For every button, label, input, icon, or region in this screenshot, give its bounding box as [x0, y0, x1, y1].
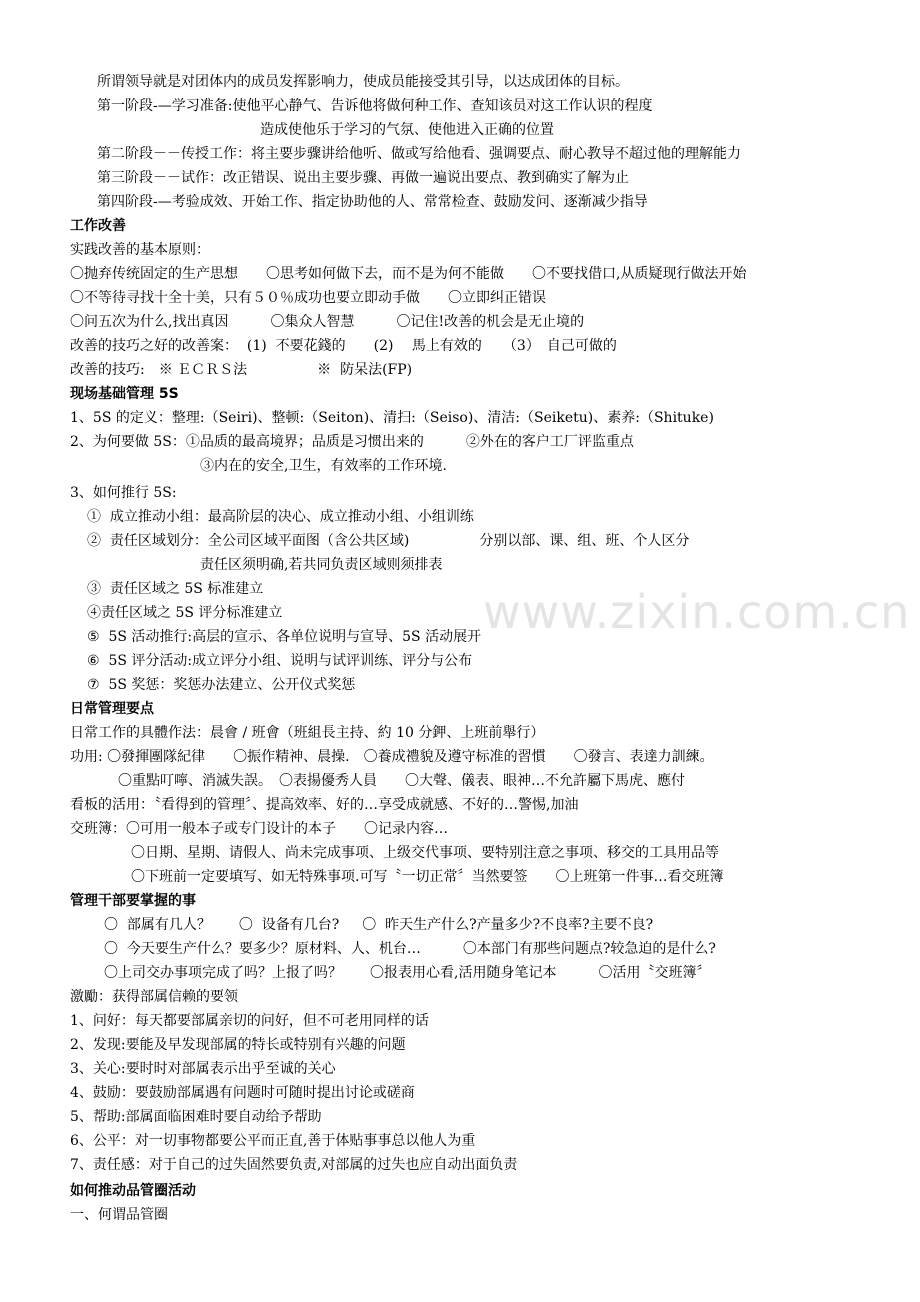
list-item-5s-4: ④责任区域之 5S 评分标准建立 [87, 605, 283, 621]
paragraph-manager-row-1: 〇 部属有几人？ 〇 设备有几台? 〇 昨天生产什么?产量多少?不良率?主要不良? [104, 917, 654, 933]
paragraph-shift-log-rules: 〇下班前一定要填写、如无特殊事项.可写〝一切正常〞当然要签 〇上班第一件事…看交班簿 [131, 869, 724, 885]
paragraph-manager-row-3: 〇上司交办事项完成了吗？上报了吗？ 〇报表用心看,活用随身笔记本 〇活用〝交班簿〞 [104, 965, 711, 981]
paragraph-qc-circle-definition: 一、何谓品管圈 [70, 1207, 168, 1223]
list-item-5s-5: ⑤ 5S 活动推行:高层的宣示、各单位说明与宣导、5S 活动展开 [87, 629, 482, 645]
paragraph-shift-log-items: 〇日期、星期、请假人、尚未完成事项、上级交代事项、要特别注意之事项、移交的工具用品等 [131, 845, 719, 861]
paragraph-5s-definition: 1、5S 的定义：整理:（Seiri)、整顿:（Seiton)、清扫:（Seiso)、清洁:（Seiketu)、素养:（Shituke) [70, 410, 714, 426]
list-item-motivation-6: 6、公平：对一切事物都要公平而正直,善于体贴事事总以他人为重 [70, 1133, 476, 1149]
paragraph-stage-1: 第一阶段-—学习准备:使他平心静气、告诉他将做何种工作、查知该员对这工作认识的程度 [97, 98, 653, 114]
paragraph-good-improvement: 改善的技巧之好的改善案： (1) 不要花錢的 (2) 馬上有效的 （3） 自己可做的 [70, 338, 617, 354]
list-item-5s-7: ⑦ 5S 奖惩：奖惩办法建立、公开仪式奖惩 [87, 677, 356, 693]
paragraph-principles-row-1: 〇抛弃传统固定的生产思想 〇思考如何做下去，而不是为何不能做 〇不要找借口,从质疑现行做法开始 [70, 266, 747, 282]
paragraph-manager-row-2: 〇 今天要生产什么？要多少？原材料、人、机台… 〇本部门有那些问题点?较急迫的是什么? [104, 941, 716, 957]
list-item-5s-6: ⑥ 5S 评分活动:成立评分小组、说明与试评训练、评分与公布 [87, 653, 473, 669]
heading-motivation: 激勵：获得部属信赖的要领 [70, 989, 238, 1005]
paragraph-leadership-definition: 所谓领导就是对团体内的成员发挥影响力，使成员能接受其引导，以达成团体的目标。 [97, 74, 629, 90]
list-item-motivation-3: 3、关心:要时时对部属表示出乎至诚的关心 [70, 1061, 336, 1077]
paragraph-stage-3: 第三阶段－－试作：改正错误、说出主要步骤、再做一遍说出要点、教到确实了解为止 [97, 170, 629, 186]
heading-5s: 现场基础管理 5S [70, 386, 179, 402]
paragraph-improvement-principles: 实践改善的基本原则： [70, 242, 210, 258]
paragraph-meeting-functions: 功用: 〇發揮團隊紀律 〇振作精神、晨操. 〇養成禮貌及遵守标准的習慣 〇發言、表達力訓練。 [70, 749, 714, 765]
paragraph-stage-2: 第二阶段－－传授工作：将主要步骤讲给他听、做或写给他看、强调要点、耐心教导不超过他的理解能力 [97, 146, 741, 162]
paragraph-morning-meeting: 日常工作的具體作法：晨會 / 班會（班組長主持、約 10 分鉀、上班前舉行） [70, 725, 545, 741]
paragraph-shift-log: 交班簿：〇可用一般本子或专门设计的本子 〇记录内容… [70, 821, 448, 837]
list-item-5s-3: ③ 责任区域之 5S 标准建立 [87, 581, 264, 597]
paragraph-stage-4: 第四阶段-—考验成效、开始工作、指定协助他的人、常常检查、鼓励发问、逐渐减少指导 [97, 194, 648, 210]
list-item-motivation-2: 2、发现:要能及早发现部属的特长或特别有兴趣的问题 [70, 1037, 406, 1053]
watermark: www.zixin.com.cn [483, 585, 911, 639]
heading-qc-circle: 如何推动品管圈活动 [70, 1183, 196, 1199]
list-item-motivation-5: 5、帮助:部属面临困难时要自动给予帮助 [70, 1109, 322, 1125]
list-item-motivation-1: 1、问好：每天都要部属亲切的问好，但不可老用同样的话 [70, 1013, 429, 1029]
paragraph-meeting-functions-cont: 〇重點叮嚀、消滅失誤。 〇表揚優秀人員 〇大聲、儀表、眼神…不允許屬下馬虎、應付 [118, 773, 685, 789]
paragraph-5s-how: 3、如何推行 5S: [70, 485, 177, 501]
paragraph-5s-why: 2、为何要做 5S：①品质的最高境界；品质是习惯出来的 ②外在的客户工厂评监重点 [70, 434, 634, 450]
paragraph-improvement-skills: 改善的技巧: ※ ＥＣＲＳ法 ※ 防呆法(FP) [70, 362, 413, 378]
paragraph-principles-row-2: 〇不等待寻找十全十美，只有５０％成功也要立即动手做 〇立即纠正错误 [70, 290, 546, 306]
list-item-5s-2-cont: 责任区须明确,若共同负责区域则须排表 [200, 557, 443, 573]
heading-manager-essentials: 管理干部要掌握的事 [70, 893, 196, 909]
list-item-motivation-4: 4、鼓励：要鼓励部属遇有问题时可随时提出讨论或磋商 [70, 1085, 415, 1101]
list-item-motivation-7: 7、责任感：对于自己的过失固然要负责,对部属的过失也应自动出面负责 [70, 1157, 518, 1173]
list-item-5s-2: ② 责任区域划分：全公司区域平面图（含公共区域) 分别以部、课、组、班、个人区分 [87, 533, 690, 549]
paragraph-5s-why-cont: ③内在的安全,卫生，有效率的工作环境. [200, 458, 447, 474]
list-item-5s-1: ① 成立推动小组：最高阶层的决心、成立推动小组、小组训练 [87, 509, 474, 525]
heading-daily-management: 日常管理要点 [70, 701, 154, 717]
paragraph-kanban: 看板的活用：〝看得到的管理〞、提高效率、好的…享受成就感、不好的…警惕,加油 [70, 797, 579, 813]
paragraph-stage-1-cont: 造成使他乐于学习的气氛、使他进入正确的位置 [260, 122, 554, 138]
heading-work-improvement: 工作改善 [70, 218, 126, 234]
paragraph-principles-row-3: 〇问五次为什么,找出真因 〇集众人智慧 〇记住!改善的机会是无止境的 [70, 314, 585, 330]
